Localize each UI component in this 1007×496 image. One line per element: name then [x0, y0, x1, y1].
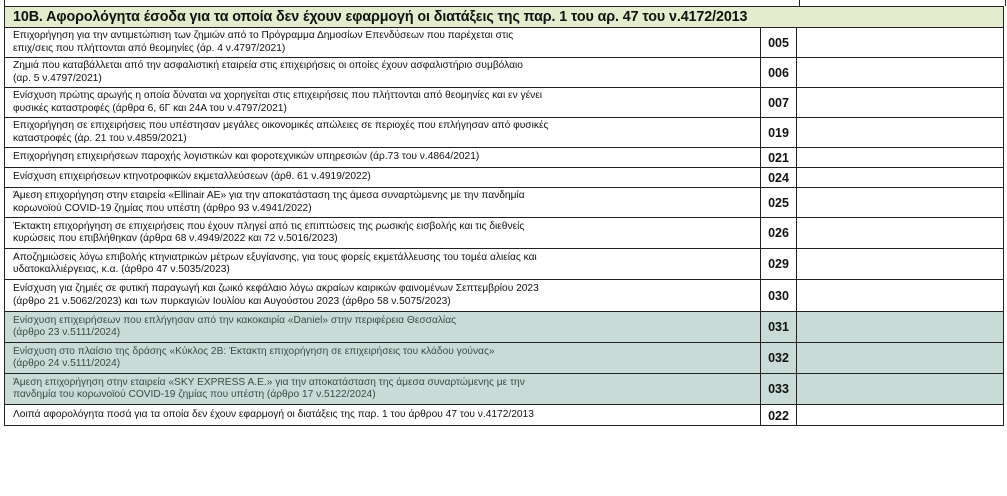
section-header	[5, 7, 1003, 28]
row-description: Αποζημιώσεις λόγω επιβολής κτηνιατρικών μέτρων εξυγίανσης, για τους φορείς εκμετάλλευσης του τομέα αλιείας και υδατοκαλλιέργειας, κ.α. (άρθρο 47 ν.5035/2023)	[13, 251, 537, 275]
row-description: Ενίσχυση πρώτης αρωγής η οποία δύναται να χορηγείται στις επιχειρήσεις που πλήττονται από θεομηνίες και εν γένει φυσικές καταστροφές (άρθρα 6, 6Γ και 24Α του ν.4797/2021)	[13, 90, 543, 114]
row-code: 032	[760, 343, 797, 373]
row-description: Έκτακτη επιχορήγηση σε επιχειρήσεις που έχουν πληγεί από τις επιπτώσεις της ρωσικής εισβολής και τις διεθνείς κυρώσεις που επιβλήθηκαν (άρθρα 68 ν.4949/2022 και 72 ν.5016/2023)	[13, 220, 525, 244]
amount-field[interactable]	[797, 88, 1003, 117]
row-code: 019	[760, 118, 797, 147]
table-row	[5, 312, 1003, 343]
row-description: Ενίσχυση επιχειρήσεων που επλήγησαν από την κακοκαιρία «Daniel» στην περιφέρεια Θεσσαλίας (άρθρο 23 ν.5111/2024)	[13, 314, 456, 338]
row-code: 007	[760, 88, 797, 117]
amount-field[interactable]	[797, 118, 1003, 147]
table-row	[5, 218, 1003, 249]
table-row	[5, 118, 1003, 148]
row-description: Ζημιά που καταβάλλεται από την ασφαλιστική εταιρεία στις επιχειρήσεις οι οποίες έχουν ασφαλιστήριο συμβόλαιο (αρ. 5 ν.4797/2021)	[13, 60, 523, 84]
row-code: 026	[760, 218, 797, 248]
table-row	[5, 343, 1003, 374]
row-description: Ενίσχυση για ζημιές σε φυτική παραγωγή και ζωικό κεφάλαιο λόγω ακραίων καιρικών φαινομένων Σεπτεμβρίου 2023 (άρθρο 21 ν.5062/2023) και των πυρκαγιών Ιουλίου και Αυγούστου 2023 (άρθρο 58 ν.5075/2023)	[13, 283, 539, 307]
amount-field[interactable]	[797, 168, 1003, 187]
amount-field[interactable]	[797, 148, 1003, 167]
table-row	[5, 28, 1003, 58]
row-description: Ενίσχυση στο πλαίσιο της δράσης «Κύκλος 2Β: Έκτακτη επιχορήγηση σε επιχειρήσεις του κλάδου γούνας» (άρθρο 24 ν.5111/2024)	[13, 345, 495, 369]
amount-field[interactable]	[797, 218, 1003, 248]
row-description: Επιχορήγηση σε επιχειρήσεις που υπέστησαν μεγάλες οικονομικές απώλειες σε περιοχές που επλήγησαν από φυσικές καταστροφές (άρ. 21 του ν.4859/2021)	[13, 120, 549, 144]
row-description: Άμεση επιχορήγηση στην εταιρεία «SKY EXPRESS A.E.» για την αποκατάσταση της άμεσα συναρτώμενης με την πανδημία του κορωνοϊού COVID-19 ζημίας που υπέστη (άρθρο 17 ν.5122/2024)	[13, 376, 525, 400]
amount-field[interactable]	[797, 188, 1003, 217]
row-code: 025	[760, 188, 797, 217]
table-row	[5, 374, 1003, 405]
table-row	[5, 168, 1003, 188]
row-code: 005	[760, 28, 797, 57]
row-code: 021	[760, 148, 797, 167]
row-description: Επιχορήγηση για την αντιμετώπιση των ζημιών από το Πρόγραμμα Δημοσίων Επενδύσεων που παρέχεται στις επιχ/σεις που πλήττονται από θεομηνίες (άρ. 4 ν.4797/2021)	[13, 30, 514, 54]
row-description: Επιχορήγηση επιχειρήσεων παροχής λογιστικών και φοροτεχνικών υπηρεσιών (άρ.73 του ν.4864/2021)	[13, 151, 480, 163]
row-code: 030	[760, 280, 797, 311]
table-row	[5, 188, 1003, 218]
table-row	[5, 405, 1003, 425]
table-row	[5, 58, 1003, 88]
amount-field[interactable]	[797, 58, 1003, 87]
table-row	[5, 249, 1003, 280]
row-code: 006	[760, 58, 797, 87]
row-description: Ενίσχυση επιχειρήσεων κτηνοτροφικών εκμεταλλεύσεων (άρθ. 61 ν.4919/2022)	[13, 171, 371, 183]
row-code: 029	[760, 249, 797, 279]
row-description: Λοιπά αφορολόγητα ποσά για τα οποία δεν έχουν εφαρμογή οι διατάξεις της παρ. 1 του άρθρου 47 του ν.4172/2013	[13, 408, 534, 420]
row-code: 031	[760, 312, 797, 342]
table-row	[5, 148, 1003, 168]
amount-field[interactable]	[797, 374, 1003, 404]
row-code: 033	[760, 374, 797, 404]
amount-field[interactable]	[797, 405, 1003, 425]
section-10b-table	[4, 6, 1004, 426]
table-row	[5, 88, 1003, 118]
table-row	[5, 280, 1003, 312]
amount-field[interactable]	[797, 280, 1003, 311]
row-code: 024	[760, 168, 797, 187]
amount-field[interactable]	[797, 28, 1003, 57]
amount-field[interactable]	[797, 249, 1003, 279]
amount-field[interactable]	[797, 312, 1003, 342]
row-description: Άμεση επιχορήγηση στην εταιρεία «Ellinair AE» για την αποκατάσταση της άμεσα συναρτώμενης με την πανδημία κορωνοϊού COVID-19 ζημίας που υπέστη (άρθρο 93 ν.4941/2022)	[13, 190, 525, 214]
section-title: 10Β. Αφορολόγητα έσοδα για τα οποία δεν έχουν εφαρμογή οι διατάξεις της παρ. 1 του αρ. 47 του ν.4172/2013	[13, 9, 748, 25]
row-code: 022	[760, 405, 797, 425]
amount-field[interactable]	[797, 343, 1003, 373]
